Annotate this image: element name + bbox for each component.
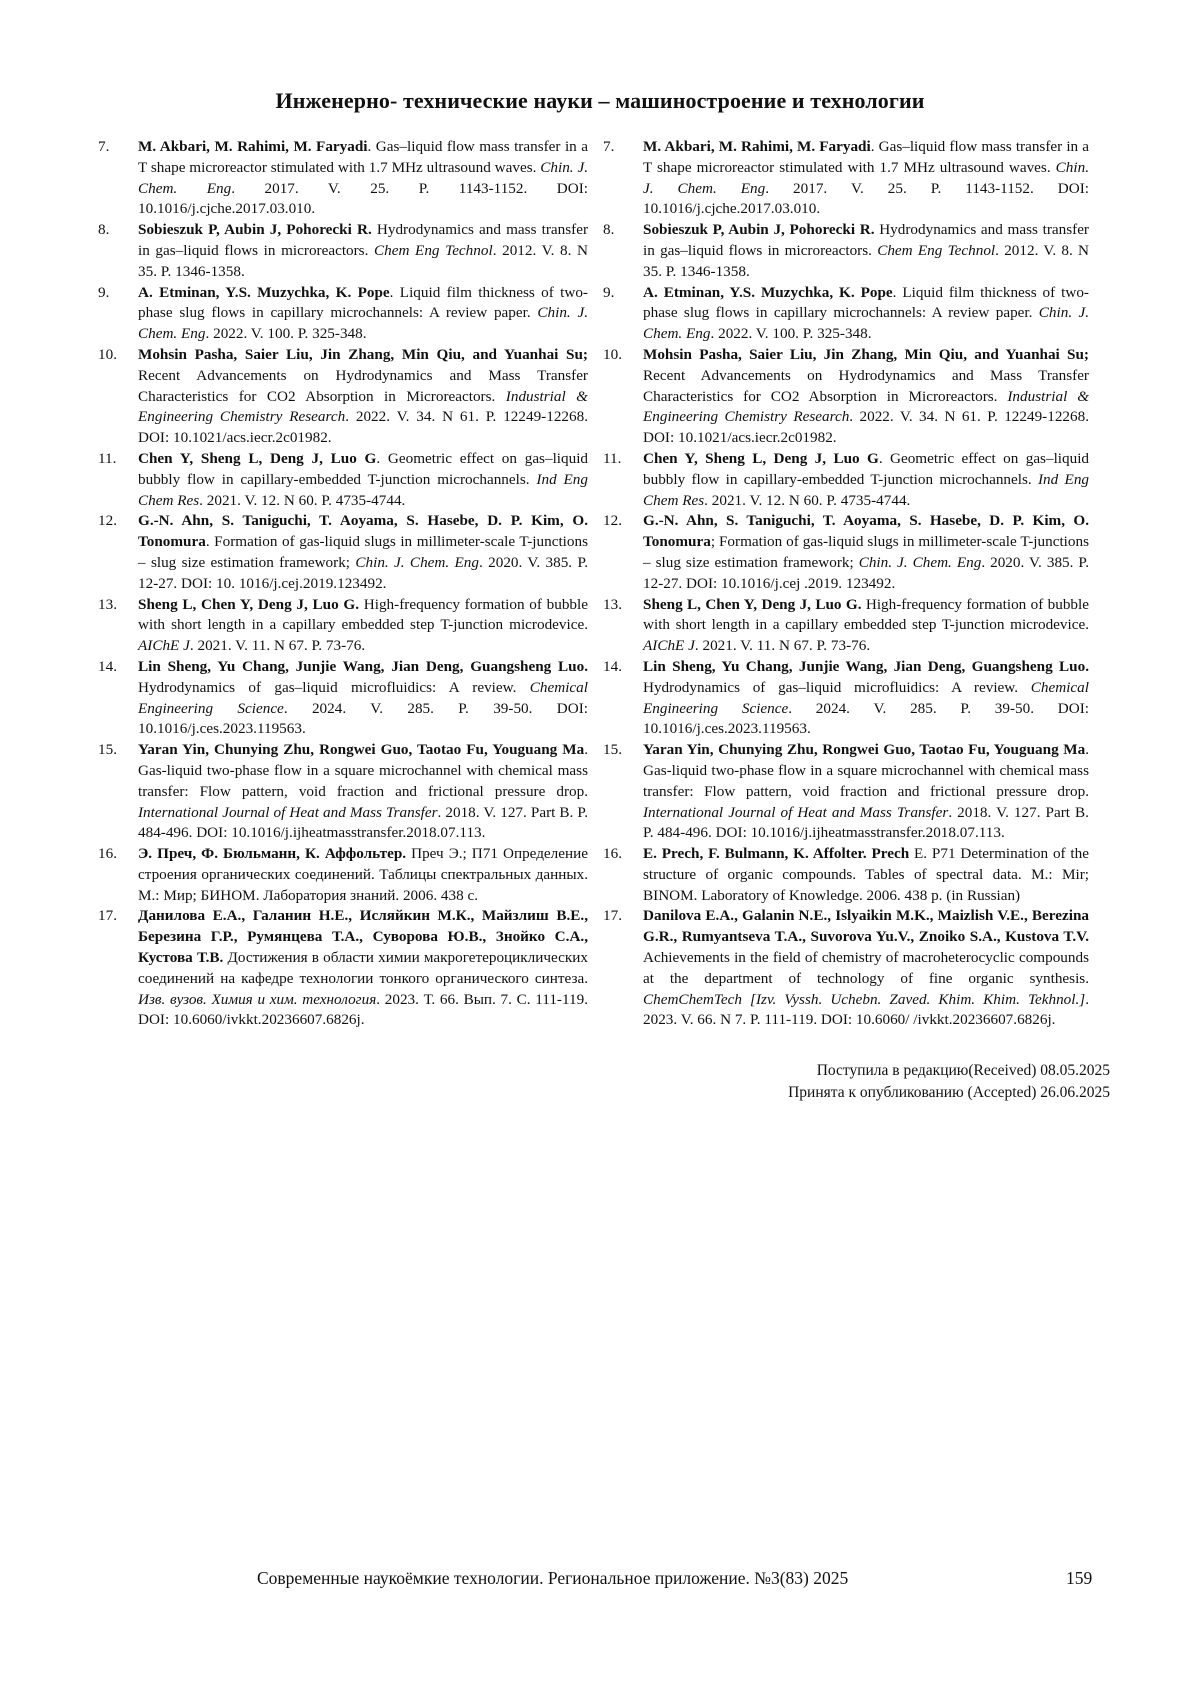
reference-item	[603, 844, 1089, 906]
reference-number: 17.	[98, 907, 117, 925]
reference-journal: Chin. J. Chem. Eng	[643, 158, 1089, 197]
reference-authors: Danilova E.A., Galanin N.E., Islyaikin M.K., Maizlish V.E., Berezina G.R., Rumyantseva T.A., Suvorova Yu.V., Znoiko S.A., Kustova T.V.	[643, 907, 1089, 946]
reference-details: ; Formation of gas-liquid slugs in millimeter-scale T-junctions – slug size estimation framework;	[643, 533, 1089, 571]
reference-number: 9.	[603, 283, 615, 301]
reference-number: 16.	[603, 845, 622, 863]
reference-journal: Chin. J. Chem. Eng	[858, 553, 982, 571]
reference-number: 11.	[98, 449, 117, 467]
reference-details: . 2021. V. 12. N 60. P. 4735-4744.	[199, 491, 406, 509]
reference-text	[138, 283, 588, 345]
reference-item	[98, 449, 588, 511]
reference-number: 14.	[98, 657, 117, 675]
references-russian-column	[98, 137, 588, 1031]
reference-details: Hydrodynamics of gas–liquid microfluidics: A review.	[138, 678, 530, 696]
reference-text	[643, 740, 1089, 844]
reference-authors: Chen Y, Sheng L, Deng J, Luo G	[643, 449, 879, 467]
reference-details: Hydrodynamics and mass transfer in gas–liquid flows in microreactors.	[138, 221, 589, 259]
reference-authors: Sheng L, Chen Y, Deng J, Luo G.	[138, 595, 360, 613]
reference-authors: G.-N. Ahn, S. Taniguchi, T. Aoyama, S. Hasebe, D. P. Kim, O. Tonomura	[138, 512, 588, 551]
reference-item	[98, 740, 588, 844]
reference-number: 13.	[98, 595, 117, 613]
reference-number: 8.	[98, 221, 110, 239]
reference-details: . Gas–liquid flow mass transfer in a T shape microreactor stimulated with 1.7 MHz ultrasound waves.	[138, 138, 588, 176]
reference-authors: Lin Sheng, Yu Chang, Junjie Wang, Jian Deng, Guangsheng Luo.	[138, 657, 588, 675]
reference-details: . 2017. V. 25. P. 1143-1152. DOI: 10.1016/j.cjche.2017.03.010.	[643, 179, 1090, 218]
reference-text	[643, 449, 1089, 511]
reference-details: Преч Э.; П71 Определение строения органических соединений. Таблицы спектральных данных. М.: Мир; БИНОМ. Лаборатория знаний. 2006. 438 с.	[138, 845, 588, 904]
reference-details: . Geometric effect on gas–liquid bubbly flow in capillary-embedded T-junction microchannels.	[643, 449, 1090, 488]
reference-details: Recent Advancements on Hydrodynamics and Mass Transfer Characteristics for CO2 Absorption in Microreactors.	[138, 366, 588, 405]
reference-text	[643, 511, 1089, 594]
reference-item	[98, 595, 588, 657]
reference-details: Hydrodynamics and mass transfer in gas–liquid flows in microreactors.	[643, 221, 1089, 259]
reference-journal: ChemChemTech [Izv. Vyssh. Uchebn. Zaved. Khim. Khim. Tekhnol.]	[643, 990, 1086, 1008]
reference-authors: Данилова Е.А., Галанин Н.Е., Исляйкин М.К., Майзлиш В.Е., Березина Г.Р., Румянцева Т.А., Суворова Ю.В., Знойко С.А., Кустова Т.В.	[138, 907, 588, 967]
reference-authors: Mohsin Pasha, Saier Liu, Jin Zhang, Min Qiu, and Yuanhai Su;	[138, 345, 588, 363]
reference-item	[98, 511, 588, 594]
received-block	[510, 1060, 1110, 1104]
reference-number: 13.	[603, 595, 622, 613]
journal-name: Современные наукоёмкие технологии. Региональное приложение. №3(83) 2025	[257, 1568, 849, 1588]
reference-text	[643, 137, 1089, 220]
reference-journal: Изв. вузов. Химия и хим. технология	[138, 990, 377, 1008]
reference-item	[603, 283, 1089, 345]
reference-details: Recent Advancements on Hydrodynamics and Mass Transfer Characteristics for CO2 Absorption in Microreactors.	[643, 366, 1089, 405]
reference-details: . 2022. V. 34. N 61. P. 12249-12268. DOI: 10.1021/acs.iecr.2c01982.	[643, 408, 1089, 447]
reference-details: . 2021. V. 12. N 60. P. 4735-4744.	[704, 491, 911, 509]
reference-journal: Chem Eng Technol	[374, 241, 493, 259]
references-english-column	[603, 137, 1089, 1031]
reference-number: 10.	[98, 345, 117, 363]
reference-authors: Э. Преч, Ф. Бюльманн, К. Аффольтер.	[138, 845, 407, 863]
reference-authors: A. Etminan, Y.S. Muzychka, K. Pope	[643, 283, 893, 301]
reference-item	[603, 595, 1089, 657]
reference-details: . 2018. V. 127. Part B. P. 484-496. DOI: 10.1016/j.ijheatmasstransfer.2018.07.113.	[643, 803, 1089, 842]
reference-text	[138, 906, 588, 1031]
reference-details: . 2018. V. 127. Part B. P. 484-496. DOI: 10.1016/j.ijheatmasstransfer.2018.07.113.	[138, 803, 588, 842]
reference-text	[138, 449, 588, 511]
reference-details: . 2023. V. 66. N 7. P. 111-119. DOI: 10.6060/ /ivkkt.20236607.6826j.	[643, 990, 1089, 1029]
reference-item	[603, 740, 1089, 844]
received-date: Поступила в редакцию(Received) 08.05.2025	[816, 1062, 1110, 1079]
reference-text	[138, 740, 588, 844]
reference-text	[643, 595, 1089, 657]
reference-authors: A. Etminan, Y.S. Muzychka, K. Pope	[138, 283, 390, 301]
reference-item	[98, 906, 588, 1031]
reference-details: . 2012. V. 8. N 35. P. 1346-1358.	[138, 241, 589, 280]
reference-journal: Industrial & Engineering Chemistry Research	[138, 387, 588, 426]
reference-authors: M. Akbari, M. Rahimi, M. Faryadi	[643, 138, 871, 155]
reference-details: Достижения в области химии макрогетероциклических соединений на кафедре технологии тонкого органического синтеза.	[138, 949, 588, 987]
reference-journal: Industrial & Engineering Chemistry Research	[643, 387, 1090, 426]
reference-number: 15.	[98, 741, 117, 759]
reference-number: 7.	[98, 138, 110, 155]
reference-details: . Gas–liquid flow mass transfer in a T shape microreactor stimulated with 1.7 MHz ultrasound waves.	[643, 138, 1089, 176]
reference-authors: Yaran Yin, Chunying Zhu, Rongwei Guo, Taotao Fu, Youguang Ma	[138, 741, 585, 759]
reference-journal: AIChE J	[138, 637, 190, 655]
reference-journal: International Journal of Heat and Mass Transfer	[643, 803, 949, 821]
reference-item	[603, 449, 1089, 511]
reference-text	[643, 657, 1089, 740]
reference-details: High-frequency formation of bubble with short length in a capillary embedded step T-junction microdevice.	[138, 595, 588, 634]
reference-item	[98, 137, 588, 220]
page-number: 159	[1066, 1568, 1093, 1588]
reference-authors: Sobieszuk P, Aubin J, Pohorecki R.	[138, 221, 372, 239]
reference-authors: Mohsin Pasha, Saier Liu, Jin Zhang, Min Qiu, and Yuanhai Su;	[643, 345, 1089, 363]
reference-number: 16.	[98, 845, 117, 863]
reference-journal: Chin. J. Chem. Eng	[138, 158, 588, 197]
reference-number: 8.	[603, 221, 615, 239]
reference-details: . Geometric effect on gas–liquid bubbly flow in capillary-embedded T-junction microchannels.	[138, 449, 589, 488]
reference-number: 12.	[603, 512, 622, 530]
reference-details: . 2022. V. 100. P. 325-348.	[205, 325, 367, 343]
reference-details: High-frequency formation of bubble with short length in a capillary embedded step T-junction microdevice.	[643, 595, 1089, 634]
reference-number: 12.	[98, 512, 117, 530]
reference-details: . 2012. V. 8. N 35. P. 1346-1358.	[643, 241, 1089, 280]
reference-authors: Sobieszuk P, Aubin J, Pohorecki R.	[643, 221, 875, 239]
reference-item	[98, 345, 588, 449]
reference-number: 17.	[603, 907, 622, 925]
reference-journal: Chem Eng Technol	[877, 241, 996, 259]
reference-journal: Chemical Engineering Science	[138, 678, 588, 717]
accepted-date: Принята к опубликованию (Accepted) 26.06.2025	[788, 1084, 1110, 1101]
reference-number: 11.	[603, 449, 622, 467]
reference-details: Hydrodynamics of gas–liquid microfluidics: A review.	[643, 678, 1031, 696]
reference-details: . Liquid film thickness of two-phase slug flows in capillary microchannels: A review paper.	[643, 283, 1089, 322]
reference-text	[643, 283, 1089, 345]
reference-details: . 2021. V. 11. N 67. P. 73-76.	[694, 637, 871, 655]
reference-details: . Formation of gas-liquid slugs in millimeter-scale T-junctions – slug size estimation framework;	[138, 533, 588, 571]
reference-authors: M. Akbari, M. Rahimi, M. Faryadi	[138, 138, 368, 155]
reference-authors: G.-N. Ahn, S. Taniguchi, T. Aoyama, S. Hasebe, D. P. Kim, O. Tonomura	[643, 512, 1089, 551]
reference-text	[643, 220, 1089, 282]
reference-details: . Liquid film thickness of two-phase slug flows in capillary microchannels: A review paper.	[138, 283, 588, 322]
reference-item	[603, 511, 1089, 594]
reference-number: 7.	[603, 138, 615, 155]
reference-text	[138, 844, 588, 906]
reference-item	[98, 283, 588, 345]
reference-text	[138, 137, 588, 220]
reference-journal: AIChE J	[643, 637, 695, 655]
reference-text	[643, 906, 1089, 1031]
reference-authors: Lin Sheng, Yu Chang, Junjie Wang, Jian Deng, Guangsheng Luo.	[643, 657, 1089, 675]
reference-journal: Ind Eng Chem Res	[643, 470, 1090, 509]
reference-details: . Gas-liquid two-phase flow in a square microchannel with chemical mass transfer: Flow pattern, void fraction and frictional pressure drop.	[138, 741, 588, 800]
reference-item	[603, 137, 1089, 220]
reference-text	[138, 657, 588, 740]
reference-item	[98, 657, 588, 740]
reference-item	[603, 345, 1089, 449]
reference-item	[98, 844, 588, 906]
reference-text	[643, 345, 1089, 449]
reference-details: . 2020. V. 385. P. 12-27. DOI: 10. 1016/j.cej.2019.123492.	[138, 553, 589, 592]
reference-item	[603, 657, 1089, 740]
reference-authors: Chen Y, Sheng L, Deng J, Luo G	[138, 449, 377, 467]
reference-details: Achievements in the field of chemistry of macroheterocyclic compounds at the department of technology of fine organic synthesis.	[643, 949, 1089, 987]
reference-text	[138, 345, 588, 449]
reference-text	[138, 511, 588, 594]
reference-item	[603, 906, 1089, 1031]
reference-item	[98, 220, 588, 282]
reference-journal: Chin. J. Chem. Eng	[643, 304, 1089, 343]
reference-authors: E. Prech, F. Bulmann, K. Affolter. Prech	[643, 845, 910, 863]
reference-authors: Sheng L, Chen Y, Deng J, Luo G.	[643, 595, 862, 613]
reference-details: . 2022. V. 34. N 61. P. 12249-12268. DOI: 10.1021/acs.iecr.2c01982.	[138, 408, 588, 447]
reference-number: 10.	[603, 345, 622, 363]
reference-details: . 2024. V. 285. P. 39-50. DOI: 10.1016/j.ces.2023.119563.	[643, 699, 1089, 738]
reference-number: 14.	[603, 657, 622, 675]
reference-number: 9.	[98, 283, 110, 301]
reference-details: . 2021. V. 11. N 67. P. 73-76.	[189, 637, 366, 655]
reference-journal: Chin. J. Chem. Eng	[138, 304, 588, 343]
reference-details: . 2024. V. 285. P. 39-50. DOI: 10.1016/j.ces.2023.119563.	[138, 699, 588, 738]
reference-text	[643, 844, 1089, 906]
reference-text	[138, 595, 588, 657]
reference-details: . 2020. V. 385. P. 12-27. DOI: 10.1016/j.cej .2019. 123492.	[643, 553, 1089, 592]
reference-details: . 2017. V. 25. P. 1143-1152. DOI: 10.1016/j.cjche.2017.03.010.	[138, 179, 588, 218]
reference-details: . 2023. Т. 66. Вып. 7. С. 111-119. DOI: 10.6060/ivkkt.20236607.6826j.	[138, 990, 588, 1029]
reference-authors: Yaran Yin, Chunying Zhu, Rongwei Guo, Taotao Fu, Youguang Ma	[643, 741, 1086, 759]
page-header-title: Инженерно- технические науки – машиностроение и технологии	[275, 88, 925, 113]
reference-details: E. P71 Determination of the structure of organic compounds. Tables of spectral data. M.: Mir; BINOM. Laboratory of Knowledge. 2006. 438 p. (in Russian)	[643, 845, 1089, 904]
reference-details: . 2022. V. 100. P. 325-348.	[710, 325, 872, 343]
reference-text	[138, 220, 588, 282]
reference-journal: Ind Eng Chem Res	[138, 470, 588, 509]
reference-journal: Chin. J. Chem. Eng	[355, 553, 479, 571]
reference-details: . Gas-liquid two-phase flow in a square microchannel with chemical mass transfer: Flow pattern, void fraction and frictional pressure drop.	[643, 741, 1089, 800]
reference-journal: Chemical Engineering Science	[643, 678, 1089, 717]
reference-number: 15.	[603, 741, 622, 759]
reference-item	[603, 220, 1089, 282]
reference-journal: International Journal of Heat and Mass Transfer	[138, 803, 438, 821]
